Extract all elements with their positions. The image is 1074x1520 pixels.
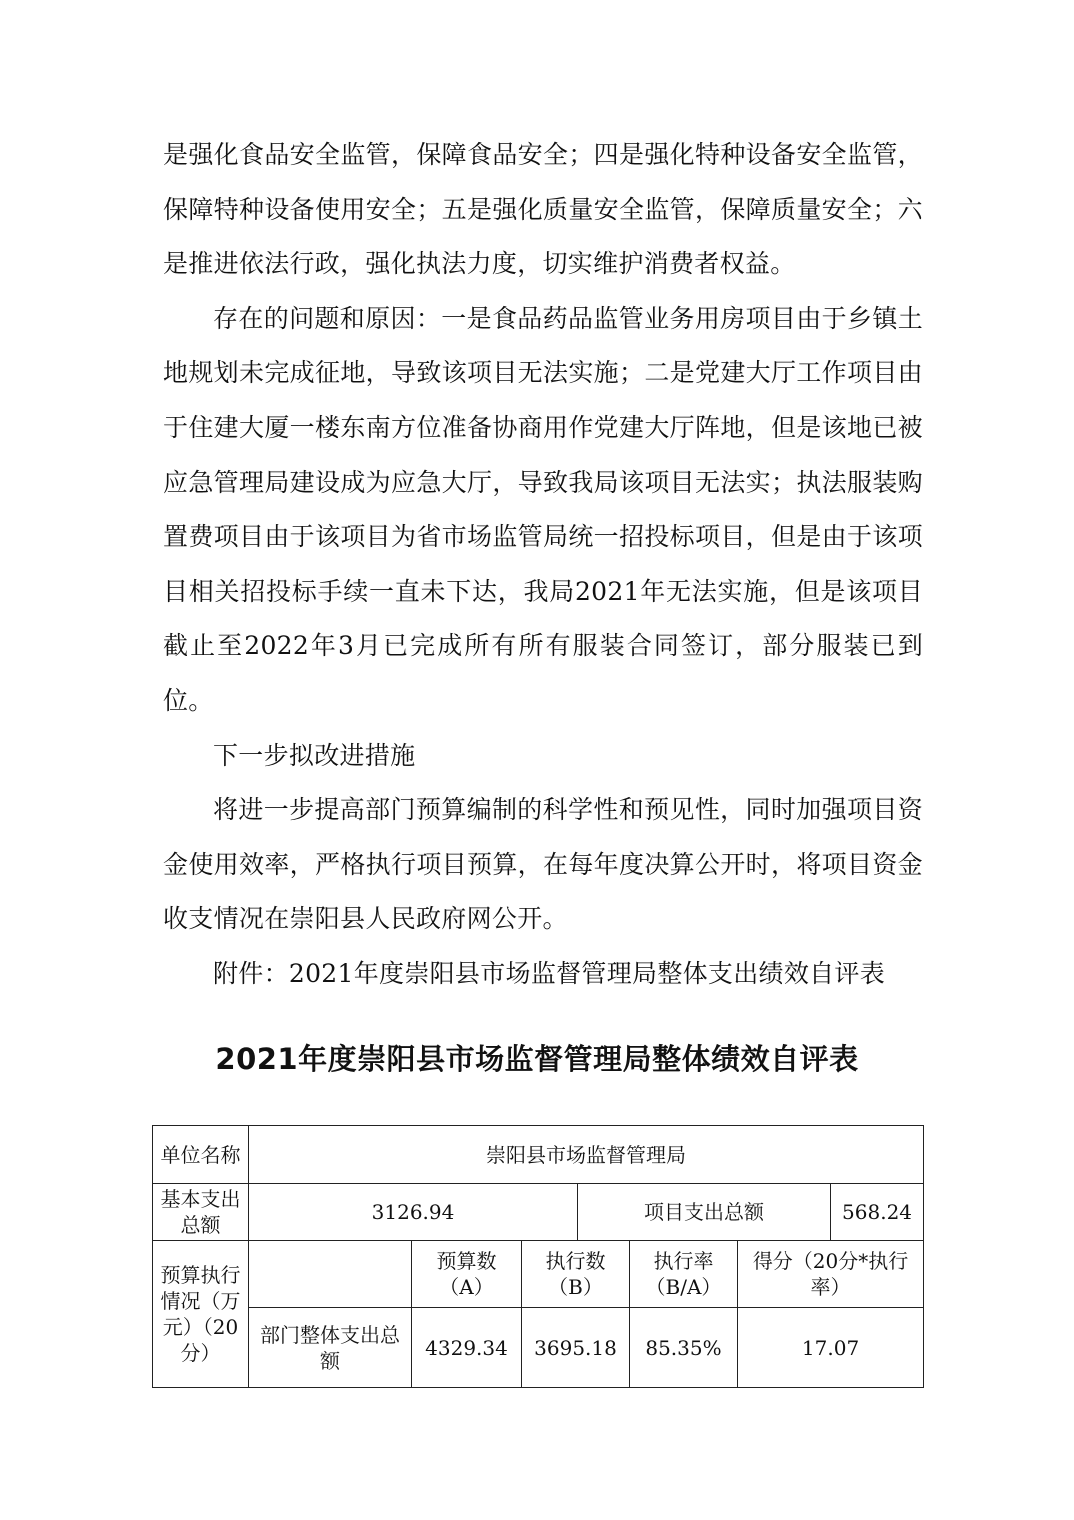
- table-row: [153, 1241, 924, 1308]
- execution-header-cell: 执行数（B）: [522, 1241, 630, 1308]
- basic-expense-label-cell: 基本支出总额: [153, 1184, 249, 1241]
- paragraph-next-steps: 将进一步提高部门预算编制的科学性和预见性，同时加强项目资金使用效率，严格执行项目预算，在每年度决算公开时，将项目资金收支情况在崇阳县人民政府网公开。: [163, 795, 923, 934]
- performance-table: [152, 1125, 924, 1388]
- table-row: [153, 1126, 924, 1184]
- budget-header-cell: 预算数（A）: [412, 1241, 522, 1308]
- project-expense-label-cell: 项目支出总额: [578, 1184, 831, 1241]
- paragraph-problems: 存在的问题和原因：一是食品药品监管业务用房项目由于乡镇土地规划未完成征地，导致该项目无法实施；二是党建大厅工作项目由于住建大厦一楼东南方位准备协商用作党建大厅阵地，但是该地已被应急管理局建设成为应急大厅，导致我局该项目无法实；执法服装购置费项目由于该项目为省市场监管局统一招投标项目，但是由于该项目相关招投标手续一直未下达，我局2021年无法实施，但是该项目截止至2022年3月已完成所有所有服装合同签订，部分服装已到位。: [163, 303, 923, 715]
- basic-expense-value-cell: 3126.94: [249, 1184, 578, 1241]
- table-row: [153, 1184, 924, 1241]
- total-expense-label-cell: 部门整体支出总额: [249, 1308, 412, 1388]
- document-title: 2021年度崇阳县市场监督管理局整体绩效自评表: [215, 1042, 859, 1076]
- body-text: [163, 128, 923, 1002]
- paragraph-attachment: 附件：2021年度崇阳县市场监督管理局整体支出绩效自评表: [213, 958, 886, 988]
- execution-value-cell: 3695.18: [522, 1308, 630, 1388]
- rate-header-cell: 执行率（B/A）: [630, 1241, 738, 1308]
- project-expense-value-cell: 568.24: [831, 1184, 924, 1241]
- paragraph-measures-continued: 是强化食品安全监管，保障食品安全；四是强化特种设备安全监管，保障特种设备使用安全；五是强化质量安全监管，保障质量安全；六是推进依法行政，强化执法力度，切实维护消费者权益。: [163, 140, 923, 279]
- empty-header-cell: [249, 1241, 412, 1308]
- table-row: [153, 1308, 924, 1388]
- unit-value-cell: 崇阳县市场监督管理局: [249, 1126, 924, 1184]
- score-value-cell: 17.07: [738, 1308, 924, 1388]
- unit-label-cell: 单位名称: [153, 1126, 249, 1184]
- score-header-cell: 得分（20分*执行率）: [738, 1241, 924, 1308]
- budget-execution-label-cell: 预算执行情况（万元）（20分）: [153, 1241, 249, 1388]
- rate-value-cell: 85.35%: [630, 1308, 738, 1388]
- paragraph-next-steps-heading: 下一步拟改进措施: [213, 740, 416, 770]
- budget-value-cell: 4329.34: [412, 1308, 522, 1388]
